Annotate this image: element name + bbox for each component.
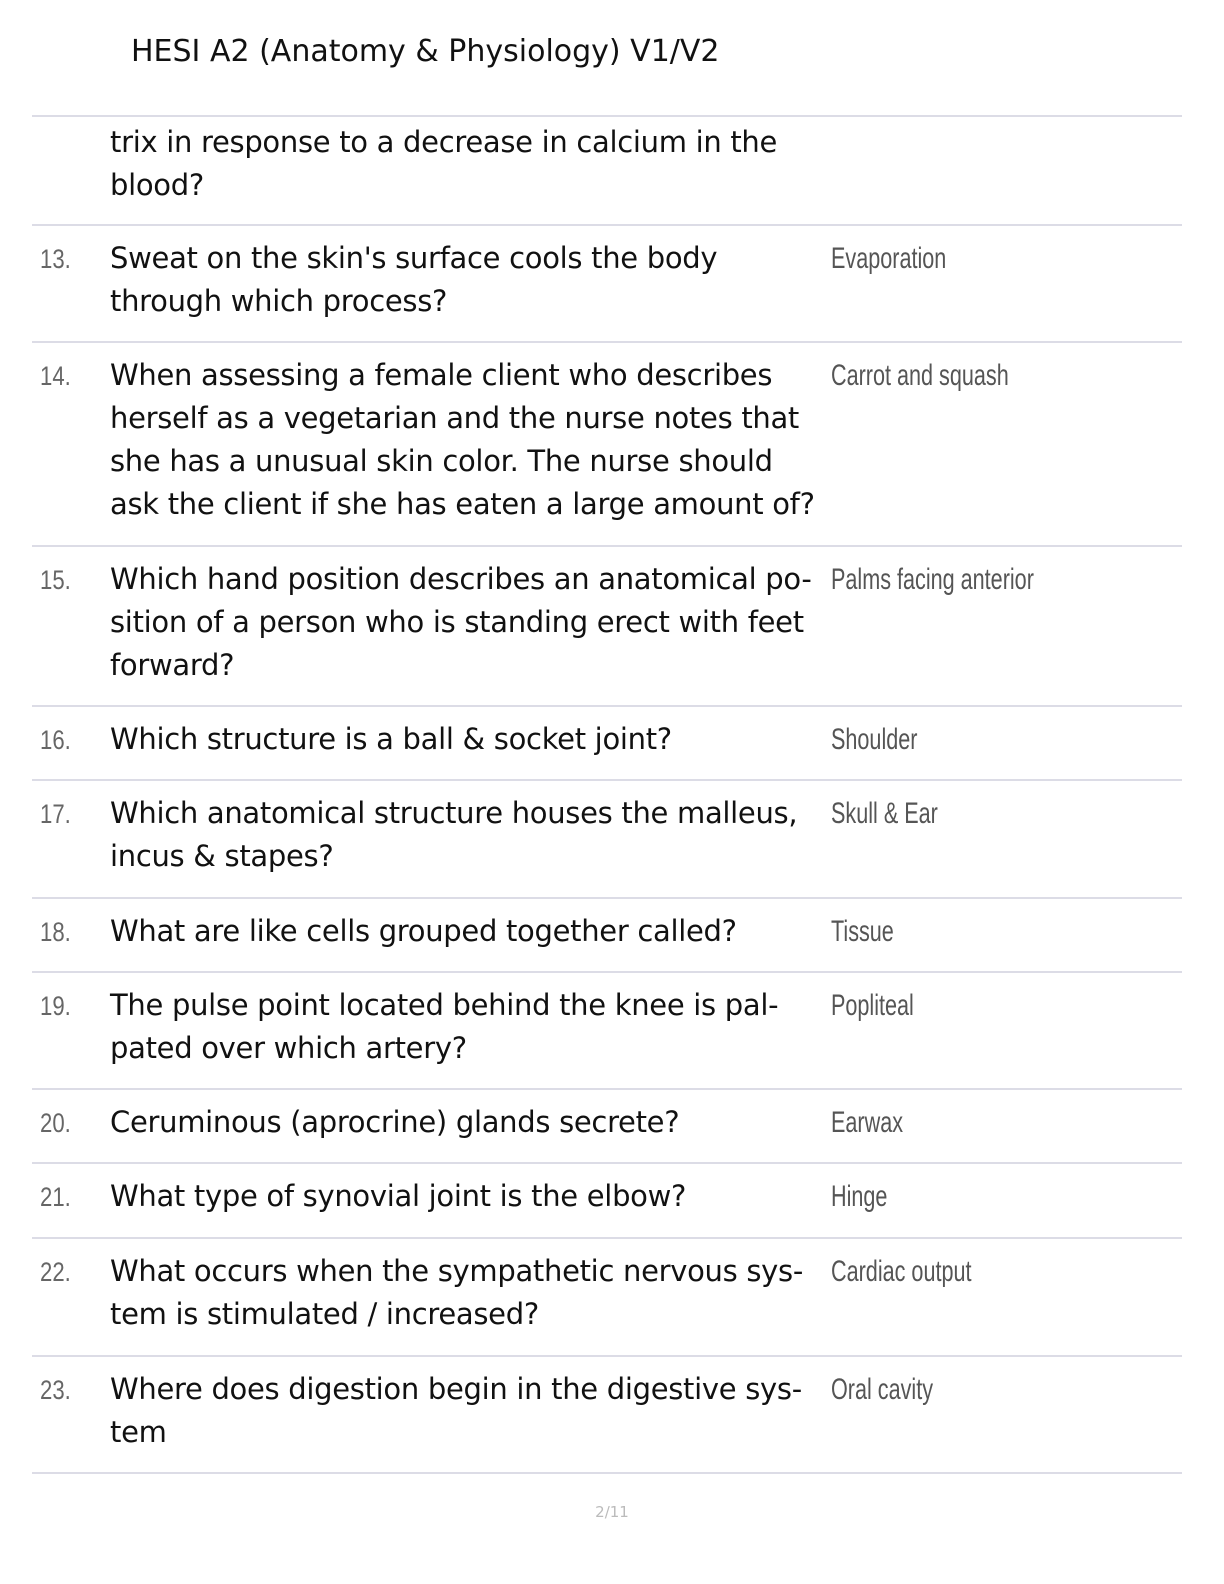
question-line: through which process? xyxy=(110,284,448,318)
question-line: Which structure is a ball & socket joint? xyxy=(110,722,672,756)
question-line: The pulse point located behind the knee is pal- xyxy=(110,988,779,1022)
continuation-line: blood? xyxy=(110,168,204,202)
continuation-text xyxy=(110,121,830,207)
question-line: tem xyxy=(110,1415,167,1449)
question-line: Ceruminous (aprocrine) glands secrete? xyxy=(110,1105,680,1139)
question-text xyxy=(110,558,830,687)
question-text xyxy=(110,1368,830,1454)
answer-text: Palms facing anterior xyxy=(831,563,1034,596)
table-row xyxy=(32,705,1182,779)
question-number: 13. xyxy=(40,244,71,274)
question-number: 22. xyxy=(40,1257,71,1287)
table-row xyxy=(32,1162,1182,1237)
answer-text: Oral cavity xyxy=(831,1373,934,1406)
question-line: incus & stapes? xyxy=(110,839,334,873)
question-line: Which hand position describes an anatomical po- xyxy=(110,562,812,596)
question-number: 20. xyxy=(40,1108,71,1138)
table-row xyxy=(32,1355,1182,1474)
question-number: 17. xyxy=(40,799,71,829)
continuation-line: trix in response to a decrease in calcium in the xyxy=(110,125,778,159)
page-number: 2/11 xyxy=(595,1503,629,1521)
table-row xyxy=(32,897,1182,971)
answer-text: Earwax xyxy=(831,1106,904,1139)
question-line: forward? xyxy=(110,648,235,682)
continuation-row xyxy=(32,115,1182,224)
question-line: Where does digestion begin in the digestive sys- xyxy=(110,1372,802,1406)
question-text xyxy=(110,1250,830,1336)
question-number: 15. xyxy=(40,565,71,595)
question-line: What occurs when the sympathetic nervous sys- xyxy=(110,1254,804,1288)
table-row xyxy=(32,971,1182,1088)
question-text xyxy=(110,718,830,761)
question-line: she has a unusual skin color. The nurse should xyxy=(110,444,773,478)
table-row xyxy=(32,545,1182,705)
question-number: 21. xyxy=(40,1182,71,1212)
question-text xyxy=(110,1101,830,1144)
table-row xyxy=(32,779,1182,897)
question-line: Sweat on the skin's surface cools the body xyxy=(110,241,718,275)
question-text xyxy=(110,1175,830,1218)
table-row xyxy=(32,341,1182,545)
question-text xyxy=(110,237,830,323)
question-line: When assessing a female client who describes xyxy=(110,358,773,392)
question-text xyxy=(110,354,830,526)
table-row xyxy=(32,1088,1182,1162)
question-line: herself as a vegetarian and the nurse notes that xyxy=(110,401,800,435)
answer-text: Carrot and squash xyxy=(831,359,1009,392)
qa-table xyxy=(32,115,1182,1474)
question-line: What type of synovial joint is the elbow? xyxy=(110,1179,687,1213)
question-text xyxy=(110,910,830,953)
question-text xyxy=(110,792,830,878)
answer-text: Cardiac output xyxy=(831,1255,972,1288)
question-number: 23. xyxy=(40,1375,71,1405)
answer-text: Popliteal xyxy=(831,989,914,1022)
question-line: tem is stimulated / increased? xyxy=(110,1297,539,1331)
question-number: 19. xyxy=(40,991,71,1021)
question-number: 18. xyxy=(40,917,71,947)
answer-text: Hinge xyxy=(831,1180,888,1213)
question-line: ask the client if she has eaten a large amount of? xyxy=(110,487,815,521)
question-text xyxy=(110,984,830,1070)
answer-text: Evaporation xyxy=(831,242,947,275)
document-title: HESI A2 (Anatomy & Physiology) V1/V2 xyxy=(131,34,720,69)
answer-text: Shoulder xyxy=(831,723,918,756)
question-line: pated over which artery? xyxy=(110,1031,467,1065)
answer-text: Skull & Ear xyxy=(831,797,938,830)
question-number: 14. xyxy=(40,361,71,391)
table-row xyxy=(32,224,1182,341)
question-line: sition of a person who is standing erect with feet xyxy=(110,605,804,639)
table-row xyxy=(32,1237,1182,1355)
question-line: What are like cells grouped together called? xyxy=(110,914,737,948)
question-number: 16. xyxy=(40,725,71,755)
question-line: Which anatomical structure houses the malleus, xyxy=(110,796,798,830)
answer-text: Tissue xyxy=(831,915,894,948)
